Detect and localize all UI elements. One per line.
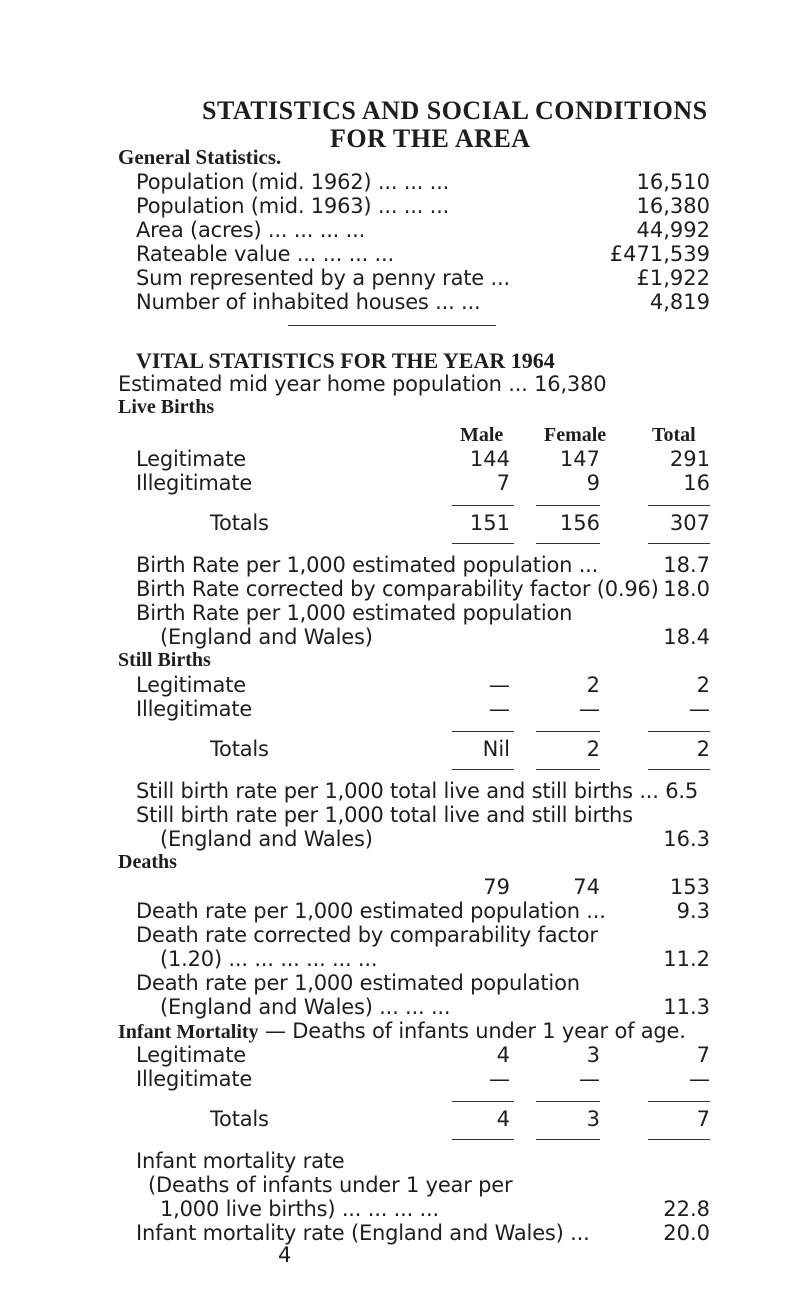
cell-total: 7 <box>696 1043 710 1067</box>
table-rule <box>536 543 600 544</box>
still-births-totals-label: Totals <box>210 737 269 761</box>
still-birth-rate-england-label: Still birth rate per 1,000 total live and still births <box>136 803 633 827</box>
table-rule <box>536 1101 600 1102</box>
cell-female: 9 <box>586 471 600 495</box>
page-title: STATISTICS AND SOCIAL CONDITIONS <box>202 96 708 125</box>
infant-mortality-rate-sublabel: (Deaths of infants under 1 year per <box>148 1173 513 1197</box>
cell-total: 291 <box>669 447 710 471</box>
table-rule <box>452 769 514 770</box>
general-row-value: £1,922 <box>636 266 710 290</box>
still-birth-rate-england-sublabel: (England and Wales) <box>160 827 373 851</box>
still-birth-rate-england-value: 16.3 <box>663 827 710 851</box>
still-birth-rate: Still birth rate per 1,000 total live and still births ... 6.5 <box>136 779 699 803</box>
cell-male: 4 <box>496 1107 510 1131</box>
table-rule <box>648 543 710 544</box>
cell-total: 16 <box>683 471 710 495</box>
still-births-illegitimate-label: Illegitimate <box>136 697 253 721</box>
table-rule <box>452 731 514 732</box>
infant-legitimate-label: Legitimate <box>136 1043 246 1067</box>
still-births-heading: Still Births <box>118 649 211 671</box>
birth-rate-england-sublabel: (England and Wales) <box>160 625 373 649</box>
death-rate-england-value: 11.3 <box>663 995 710 1019</box>
cell-male: 4 <box>496 1043 510 1067</box>
col-male-header: Male <box>460 424 504 446</box>
death-rate-label: Death rate per 1,000 estimated population ... <box>136 899 606 923</box>
estimated-population: Estimated mid year home population ... 16,380 <box>118 372 607 396</box>
general-row-label: Sum represented by a penny rate ... <box>136 266 510 290</box>
cell-female: 3 <box>586 1043 600 1067</box>
cell-male: 151 <box>469 511 510 535</box>
cell-total: 7 <box>696 1107 710 1131</box>
cell-female: — <box>579 697 600 721</box>
table-rule <box>536 505 600 506</box>
general-row-label: Population (mid. 1962) ... ... ... <box>136 170 450 194</box>
live-births-legitimate-label: Legitimate <box>136 447 246 471</box>
infant-totals-label: Totals <box>210 1107 269 1131</box>
birth-rate-label: Birth Rate per 1,000 estimated population ... <box>136 553 599 577</box>
general-row-label: Rateable value ... ... ... ... <box>136 242 394 266</box>
table-rule <box>452 505 514 506</box>
infant-mortality-description: — Deaths of infants under 1 year of age. <box>258 1019 686 1043</box>
section-divider <box>288 325 496 326</box>
vital-statistics-heading: VITAL STATISTICS FOR THE YEAR 1964 <box>136 348 555 373</box>
general-row-label: Area (acres) ... ... ... ... <box>136 218 366 242</box>
table-rule <box>648 769 710 770</box>
page-number: 4 <box>278 1243 292 1267</box>
cell-total: 2 <box>696 737 710 761</box>
page-subtitle: FOR THE AREA <box>330 124 531 153</box>
table-rule <box>536 769 600 770</box>
table-rule <box>648 1139 710 1140</box>
general-row-label: Population (mid. 1963) ... ... ... <box>136 194 450 218</box>
table-rule <box>648 1101 710 1102</box>
table-rule <box>452 543 514 544</box>
death-rate-corrected-value: 11.2 <box>663 947 710 971</box>
cell-total: — <box>689 697 710 721</box>
table-rule <box>648 731 710 732</box>
cell-male: 144 <box>469 447 510 471</box>
general-row-value: 44,992 <box>636 218 710 242</box>
infant-mortality-england-label: Infant mortality rate (England and Wales) ... <box>136 1221 590 1245</box>
cell-total: — <box>689 1067 710 1091</box>
infant-mortality-england-value: 20.0 <box>663 1221 710 1245</box>
live-births-totals-label: Totals <box>210 511 269 535</box>
infant-mortality-rate-sublabel: 1,000 live births) ... ... ... ... <box>160 1197 439 1221</box>
cell-male: Nil <box>482 737 510 761</box>
cell-total: 2 <box>696 673 710 697</box>
live-births-illegitimate-label: Illegitimate <box>136 471 253 495</box>
infant-mortality-rate-value: 22.8 <box>663 1197 710 1221</box>
infant-illegitimate-label: Illegitimate <box>136 1067 253 1091</box>
deaths-heading: Deaths <box>118 851 177 873</box>
cell-female: 3 <box>586 1107 600 1131</box>
general-row-label: Number of inhabited houses ... ... <box>136 290 481 314</box>
birth-rate-value: 18.7 <box>663 553 710 577</box>
cell-female: 2 <box>586 673 600 697</box>
col-female-header: Female <box>544 424 607 446</box>
death-rate-corrected-label: Death rate corrected by comparability factor <box>136 923 598 947</box>
general-row-value: 4,819 <box>649 290 710 314</box>
birth-rate-corrected-value: 18.0 <box>663 577 710 601</box>
birth-rate-england-value: 18.4 <box>663 625 710 649</box>
table-rule <box>452 1139 514 1140</box>
cell-male: — <box>489 1067 510 1091</box>
still-births-legitimate-label: Legitimate <box>136 673 246 697</box>
death-rate-value: 9.3 <box>676 899 710 923</box>
cell-female: 147 <box>559 447 600 471</box>
birth-rate-corrected-label: Birth Rate corrected by comparability factor (0.96) <box>136 577 659 601</box>
birth-rate-england-label: Birth Rate per 1,000 estimated population <box>136 601 573 625</box>
general-row-value: 16,510 <box>636 170 710 194</box>
table-rule <box>452 1101 514 1102</box>
table-rule <box>536 731 600 732</box>
infant-mortality-rate-label: Infant mortality rate <box>136 1149 345 1173</box>
cell-female: 74 <box>573 875 600 899</box>
cell-male: 79 <box>483 875 510 899</box>
infant-mortality-line <box>118 1019 686 1044</box>
table-rule <box>536 1139 600 1140</box>
cell-male: — <box>489 673 510 697</box>
table-rule <box>648 505 710 506</box>
cell-male: — <box>489 697 510 721</box>
death-rate-england-sublabel: (England and Wales) ... ... ... <box>160 995 451 1019</box>
live-births-heading: Live Births <box>118 396 215 418</box>
infant-mortality-heading: Infant Mortality <box>118 1021 259 1043</box>
cell-total: 307 <box>669 511 710 535</box>
cell-female: 156 <box>559 511 600 535</box>
general-row-value: £471,539 <box>609 242 710 266</box>
cell-male: 7 <box>496 471 510 495</box>
cell-female: 2 <box>586 737 600 761</box>
death-rate-england-label: Death rate per 1,000 estimated population <box>136 971 580 995</box>
cell-female: — <box>579 1067 600 1091</box>
general-row-value: 16,380 <box>636 194 710 218</box>
col-total-header: Total <box>652 424 696 446</box>
general-statistics-heading: General Statistics. <box>118 145 282 169</box>
cell-total: 153 <box>669 875 710 899</box>
death-rate-corrected-sublabel: (1.20) ... ... ... ... ... ... <box>160 947 378 971</box>
